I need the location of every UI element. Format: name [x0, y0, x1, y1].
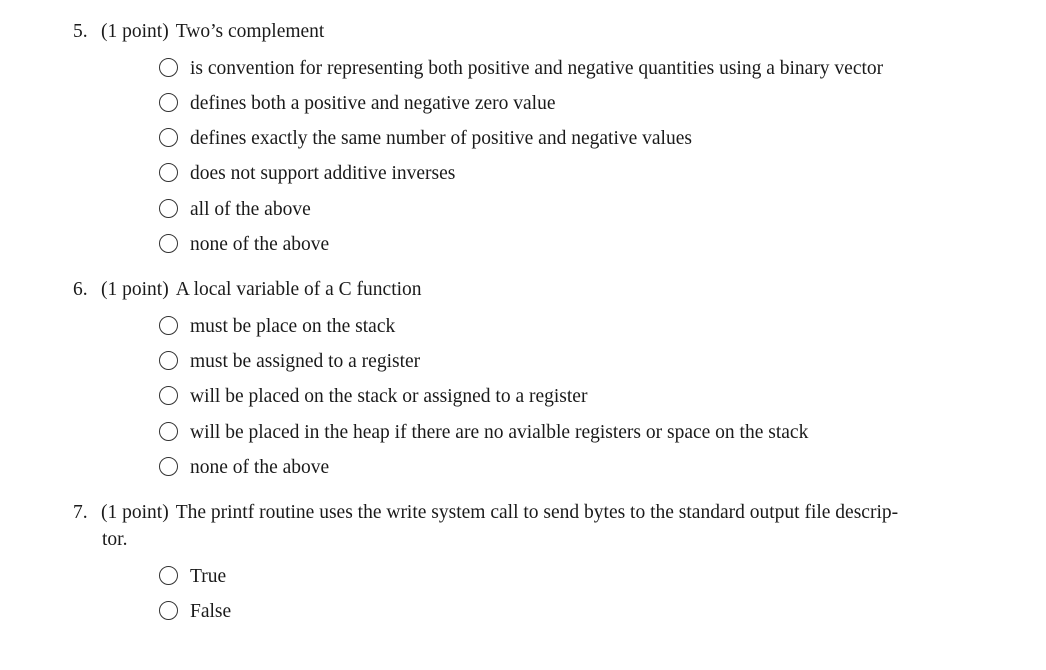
- option-label: defines exactly the same number of positive and negative values: [190, 128, 692, 149]
- q7-option-false[interactable]: [159, 600, 231, 624]
- q6-option-3[interactable]: [159, 385, 587, 409]
- q5-option-6[interactable]: [159, 233, 329, 257]
- question-number: 7.: [73, 502, 88, 523]
- radio-button[interactable]: [159, 566, 178, 585]
- q5-option-3[interactable]: [159, 127, 692, 151]
- q7-option-true[interactable]: [159, 565, 226, 589]
- question-prompt: Two’s complement: [175, 21, 325, 42]
- q5-option-4[interactable]: [159, 162, 455, 186]
- radio-button[interactable]: [159, 93, 178, 112]
- radio-button[interactable]: [159, 128, 178, 147]
- radio-button[interactable]: [159, 386, 178, 405]
- question-prompt: The printf routine uses the write system call to send bytes to the standard output file descrip-: [175, 502, 899, 523]
- question-number: 5.: [73, 21, 88, 42]
- radio-button[interactable]: [159, 58, 178, 77]
- radio-button[interactable]: [159, 199, 178, 218]
- radio-button[interactable]: [159, 316, 178, 335]
- question-points: (1 point): [101, 502, 169, 523]
- option-label: all of the above: [190, 199, 311, 220]
- question-7-prompt-continuation: tor.: [102, 529, 128, 550]
- radio-button[interactable]: [159, 351, 178, 370]
- radio-button[interactable]: [159, 422, 178, 441]
- option-label: defines both a positive and negative zero value: [190, 93, 556, 114]
- option-label: will be placed on the stack or assigned to a register: [190, 386, 588, 407]
- q6-option-5[interactable]: [159, 456, 329, 480]
- q6-option-4[interactable]: [159, 421, 808, 445]
- option-label: False: [190, 601, 232, 622]
- radio-button[interactable]: [159, 234, 178, 253]
- option-label: does not support additive inverses: [190, 163, 456, 184]
- question-6-header: [73, 278, 422, 302]
- question-5-header: [73, 20, 324, 44]
- radio-button[interactable]: [159, 601, 178, 620]
- option-label: none of the above: [190, 457, 330, 478]
- option-label: is convention for representing both positive and negative quantities using a binary vector: [190, 58, 884, 79]
- option-label: none of the above: [190, 234, 330, 255]
- question-prompt: A local variable of a C function: [175, 279, 422, 300]
- radio-button[interactable]: [159, 457, 178, 476]
- q6-option-1[interactable]: [159, 315, 395, 339]
- question-points: (1 point): [101, 279, 169, 300]
- option-label: True: [190, 566, 227, 587]
- option-label: must be place on the stack: [190, 316, 396, 337]
- radio-button[interactable]: [159, 163, 178, 182]
- question-7-header: [73, 501, 898, 525]
- q5-option-1[interactable]: [159, 57, 883, 81]
- option-label: must be assigned to a register: [190, 351, 421, 372]
- q5-option-5[interactable]: [159, 198, 311, 222]
- q5-option-2[interactable]: [159, 92, 556, 116]
- option-label: will be placed in the heap if there are no avialble registers or space on the stack: [190, 422, 809, 443]
- q6-option-2[interactable]: [159, 350, 420, 374]
- question-points: (1 point): [101, 21, 169, 42]
- question-number: 6.: [73, 279, 88, 300]
